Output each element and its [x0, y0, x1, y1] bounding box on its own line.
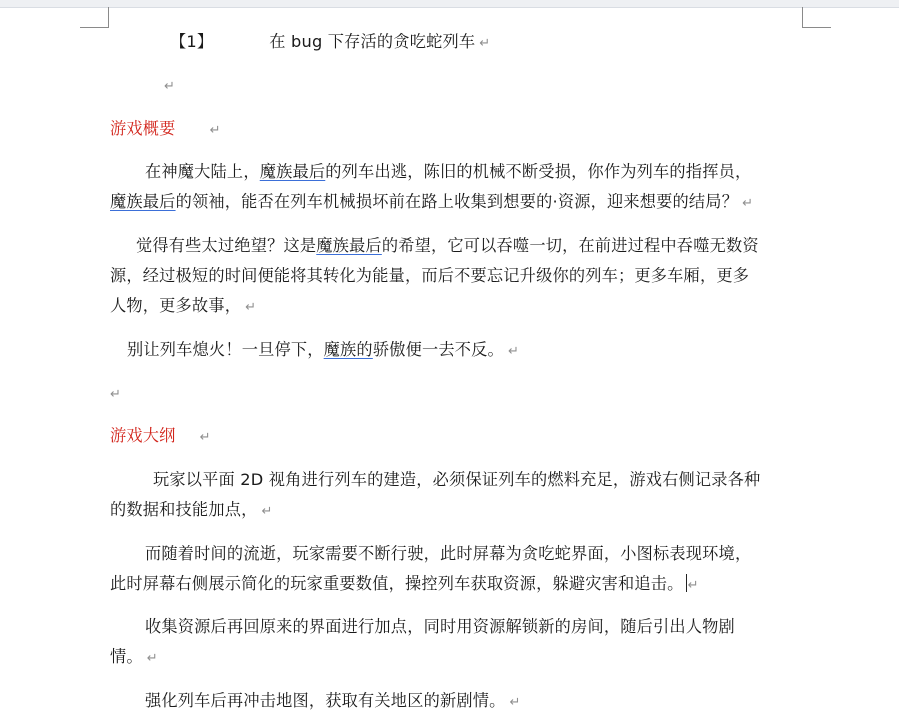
text-run: 骄傲便一去不反。 — [372, 340, 504, 359]
body-line[interactable] — [110, 191, 753, 215]
text-run: 源，经过极短的时间便能将其转化为能量，而后不要忘记升级你的列车；更多车厢，更多 — [110, 266, 750, 285]
paragraph-mark-icon: ↵ — [261, 504, 273, 519]
body-line[interactable] — [110, 573, 699, 597]
underlined-term: 魔族的 — [323, 340, 373, 359]
page-corner-mark-left — [80, 7, 109, 28]
text-run: 收集资源后再回原来的界面进行加点，同时用资源解锁新的房间，随后引出人物剧 — [145, 617, 735, 636]
paragraph-mark-icon: ↵ — [507, 344, 520, 359]
section-heading-overview[interactable] — [110, 118, 221, 142]
paragraph-mark-icon: ↵ — [199, 430, 211, 445]
body-line[interactable] — [145, 543, 751, 565]
text-cursor — [686, 574, 687, 592]
text-run: 而随着时间的流逝，玩家需要不断行驶，此时屏幕为贪吃蛇界面，小图标表现环境， — [145, 544, 752, 563]
text-run: 觉得有些太过绝望？这是 — [136, 236, 317, 255]
empty-paragraph[interactable] — [160, 74, 175, 98]
text-run: 强化列车后再冲击地图，获取有关地区的新剧情。 — [145, 691, 506, 710]
title-text: 在 bug 下存活的贪吃蛇列车 — [269, 32, 476, 51]
paragraph-mark-icon: ↵ — [479, 36, 491, 51]
body-line[interactable] — [145, 161, 751, 183]
text-run: 的领袖，能否在列车机械损坏前在路上收集到想要的·资源，迎来想要的结局？ — [175, 192, 739, 211]
section-heading-outline[interactable] — [110, 425, 211, 449]
body-line[interactable] — [110, 499, 273, 523]
text-run: 的数据和技能加点， — [110, 500, 258, 519]
underlined-term: 魔族最后 — [259, 162, 326, 181]
body-line[interactable] — [145, 616, 735, 638]
body-line[interactable] — [110, 265, 749, 287]
paragraph-mark-icon: ↵ — [110, 387, 122, 402]
paragraph-mark-icon: ↵ — [146, 651, 158, 666]
text-run: 在神魔大陆上， — [145, 162, 260, 181]
underlined-term: 魔族最后 — [110, 192, 176, 211]
text-run: 人物，更多故事， — [110, 296, 242, 315]
page-corner-mark-right — [802, 7, 831, 28]
body-line[interactable] — [110, 295, 256, 319]
paragraph-mark-icon: ↵ — [245, 300, 257, 315]
paragraph-mark-icon: ↵ — [687, 578, 699, 593]
title-number: 【1】 — [170, 32, 214, 51]
text-run: 的希望，它可以吞噬一切，在前进过程中吞噬无数资 — [381, 236, 759, 255]
body-line[interactable] — [136, 235, 759, 257]
body-line[interactable] — [145, 690, 521, 714]
empty-paragraph[interactable] — [106, 382, 121, 406]
paragraph-mark-icon: ↵ — [509, 695, 521, 710]
body-line[interactable] — [153, 469, 760, 491]
window-top-bar — [0, 0, 899, 8]
text-run: 玩家以平面 2D 视角进行列车的建造，必须保证列车的燃料充足，游戏右侧记录各种 — [153, 470, 761, 489]
heading-text: 游戏大纲 — [110, 426, 176, 445]
underlined-term: 魔族最后 — [316, 236, 382, 255]
body-line[interactable] — [110, 646, 158, 670]
body-line[interactable] — [127, 339, 519, 363]
text-run: 别让列车熄火！一旦停下， — [127, 340, 324, 359]
paragraph-mark-icon: ↵ — [164, 79, 176, 94]
text-run: 的列车出逃，陈旧的机械不断受损，你作为列车的指挥员， — [325, 162, 752, 181]
doc-title-line[interactable] — [170, 31, 490, 55]
paragraph-mark-icon: ↵ — [209, 123, 221, 138]
text-run: 情。 — [110, 647, 143, 666]
text-run: 此时屏幕右侧展示简化的玩家重要数值，操控列车获取资源，躲避灾害和追击。 — [110, 574, 684, 593]
heading-text: 游戏概要 — [110, 119, 176, 138]
paragraph-mark-icon: ↵ — [742, 196, 754, 211]
